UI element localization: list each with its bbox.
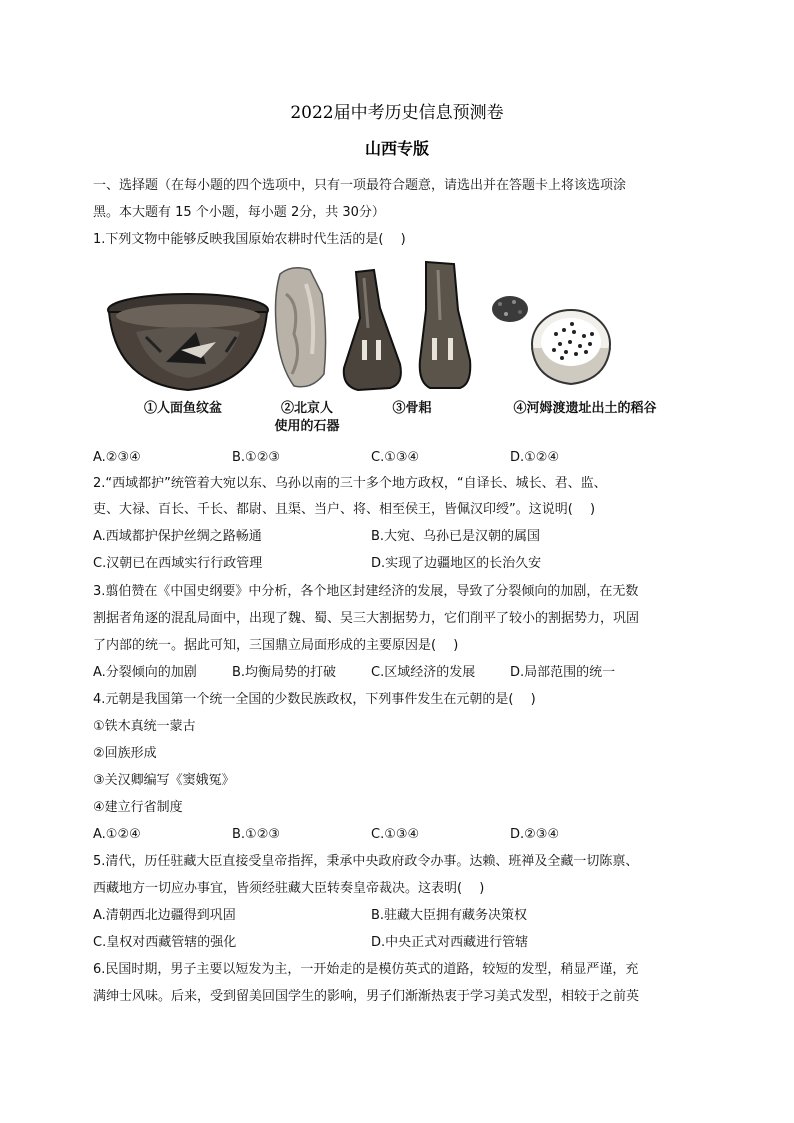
q5-line1: 5.清代，历任驻藏大臣直接受皇帝指挥，秉承中央政府政令办事。达赖、班禅及全藏一切陈禀、 [93, 854, 639, 869]
q3-line2: 割据者角逐的混乱局面中，出现了魏、蜀、吴三大割据势力，它们削平了较小的割据势力，巩固 [93, 611, 640, 626]
q2-option-a: A.西域都护保护丝绸之路畅通 [93, 529, 262, 544]
q5-option-c: C.皇权对西藏管辖的强化 [93, 935, 237, 950]
caption-rice: ④河姆渡遗址出土的稻谷 [513, 401, 657, 416]
face-fish-basin-image [106, 292, 270, 392]
caption-basin: ①人面鱼纹盆 [143, 401, 222, 416]
exam-title: 2022届中考历史信息预测卷 [290, 103, 504, 123]
q1-stem: 1.下列文物中能够反映我国原始农耕时代生活的是( ) [93, 232, 406, 247]
caption-bone-spade: ③骨耜 [392, 401, 432, 416]
q1-option-c: C.①③④ [371, 450, 420, 465]
q3-option-d: D.局部范围的统一 [510, 665, 616, 680]
q3-option-b: B.均衡局势的打破 [232, 665, 337, 680]
q2-line1: 2.“西域都护”统管着大宛以东、乌孙以南的三十多个地方政权，“自译长、城长、君、监、 [93, 476, 607, 491]
q4-stem: 4.元朝是我国第一个统一全国的少数民族政权，下列事件发生在元朝的是( ) [93, 692, 536, 707]
section-instruction-line1: 一、选择题（在每小题的四个选项中，只有一项最符合题意，请选出并在答题卡上将该选项涂 [93, 178, 627, 193]
q5-option-d: D.中央正式对西藏进行管辖 [371, 935, 529, 950]
q1-option-d: D.①②④ [510, 450, 560, 465]
q2-option-c: C.汉朝已在西域实行行政管理 [93, 556, 263, 571]
q1-option-b: B.①②③ [232, 450, 281, 465]
q4-item-3: ③关汉卿编写《窦娥冤》 [93, 773, 235, 788]
bone-spade-image-2 [414, 260, 476, 392]
q4-item-2: ②回族形成 [93, 746, 157, 761]
caption-stone-tool-line2: 使用的石器 [274, 419, 340, 434]
q4-item-1: ①铁木真统一蒙古 [93, 719, 196, 734]
q4-option-d: D.②③④ [510, 827, 560, 842]
section-instruction-line2: 黑。本大题有 15 个小题，每小题 2分，共 30分） [93, 205, 385, 220]
q6-line1: 6.民国时期，男子主要以短发为主，一开始走的是模仿英式的道路，较短的发型，稍显严谨，充 [93, 962, 639, 977]
q1-option-a: A.②③④ [93, 450, 141, 465]
q2-option-b: B.大宛、乌孙已是汉朝的属国 [371, 529, 541, 544]
q3-option-a: A.分裂倾向的加剧 [93, 665, 197, 680]
q5-line2: 西藏地方一切应办事宜，皆须经驻藏大臣转奏皇帝裁决。这表明( ) [93, 881, 485, 896]
exam-subtitle: 山西专版 [364, 139, 429, 158]
stone-tool-image [272, 264, 330, 392]
bone-spade-image-1 [334, 268, 412, 392]
q4-option-b: B.①②③ [232, 827, 281, 842]
q3-line1: 3.翦伯赞在《中国史纲要》中分析，各个地区封建经济的发展，导致了分裂倾向的加剧，在无数 [93, 584, 639, 599]
q4-option-c: C.①③④ [371, 827, 420, 842]
q5-option-b: B.驻藏大臣拥有藏务决策权 [371, 908, 528, 923]
q5-option-a: A.清朝西北边疆得到巩固 [93, 908, 236, 923]
rice-grain-dish-image [530, 304, 612, 386]
q2-option-d: D.实现了边疆地区的长治久安 [371, 556, 542, 571]
rice-grain-pile-image [490, 294, 530, 324]
q6-line2: 满绅士风味。后来，受到留美回国学生的影响，男子们渐渐热衷于学习美式发型，相较于之前英 [93, 989, 640, 1004]
q3-option-c: C.区域经济的发展 [371, 665, 476, 680]
q4-item-4: ④建立行省制度 [93, 800, 183, 815]
q4-option-a: A.①②④ [93, 827, 141, 842]
caption-stone-tool: ②北京人 [280, 401, 333, 416]
q3-line3: 了内部的统一。据此可知，三国鼎立局面形成的主要原因是( ) [93, 638, 459, 653]
q2-line2: 吏、大禄、百长、千长、都尉、且渠、当户、将、相至侯王，皆佩汉印绶”。这说明( ) [93, 502, 596, 517]
